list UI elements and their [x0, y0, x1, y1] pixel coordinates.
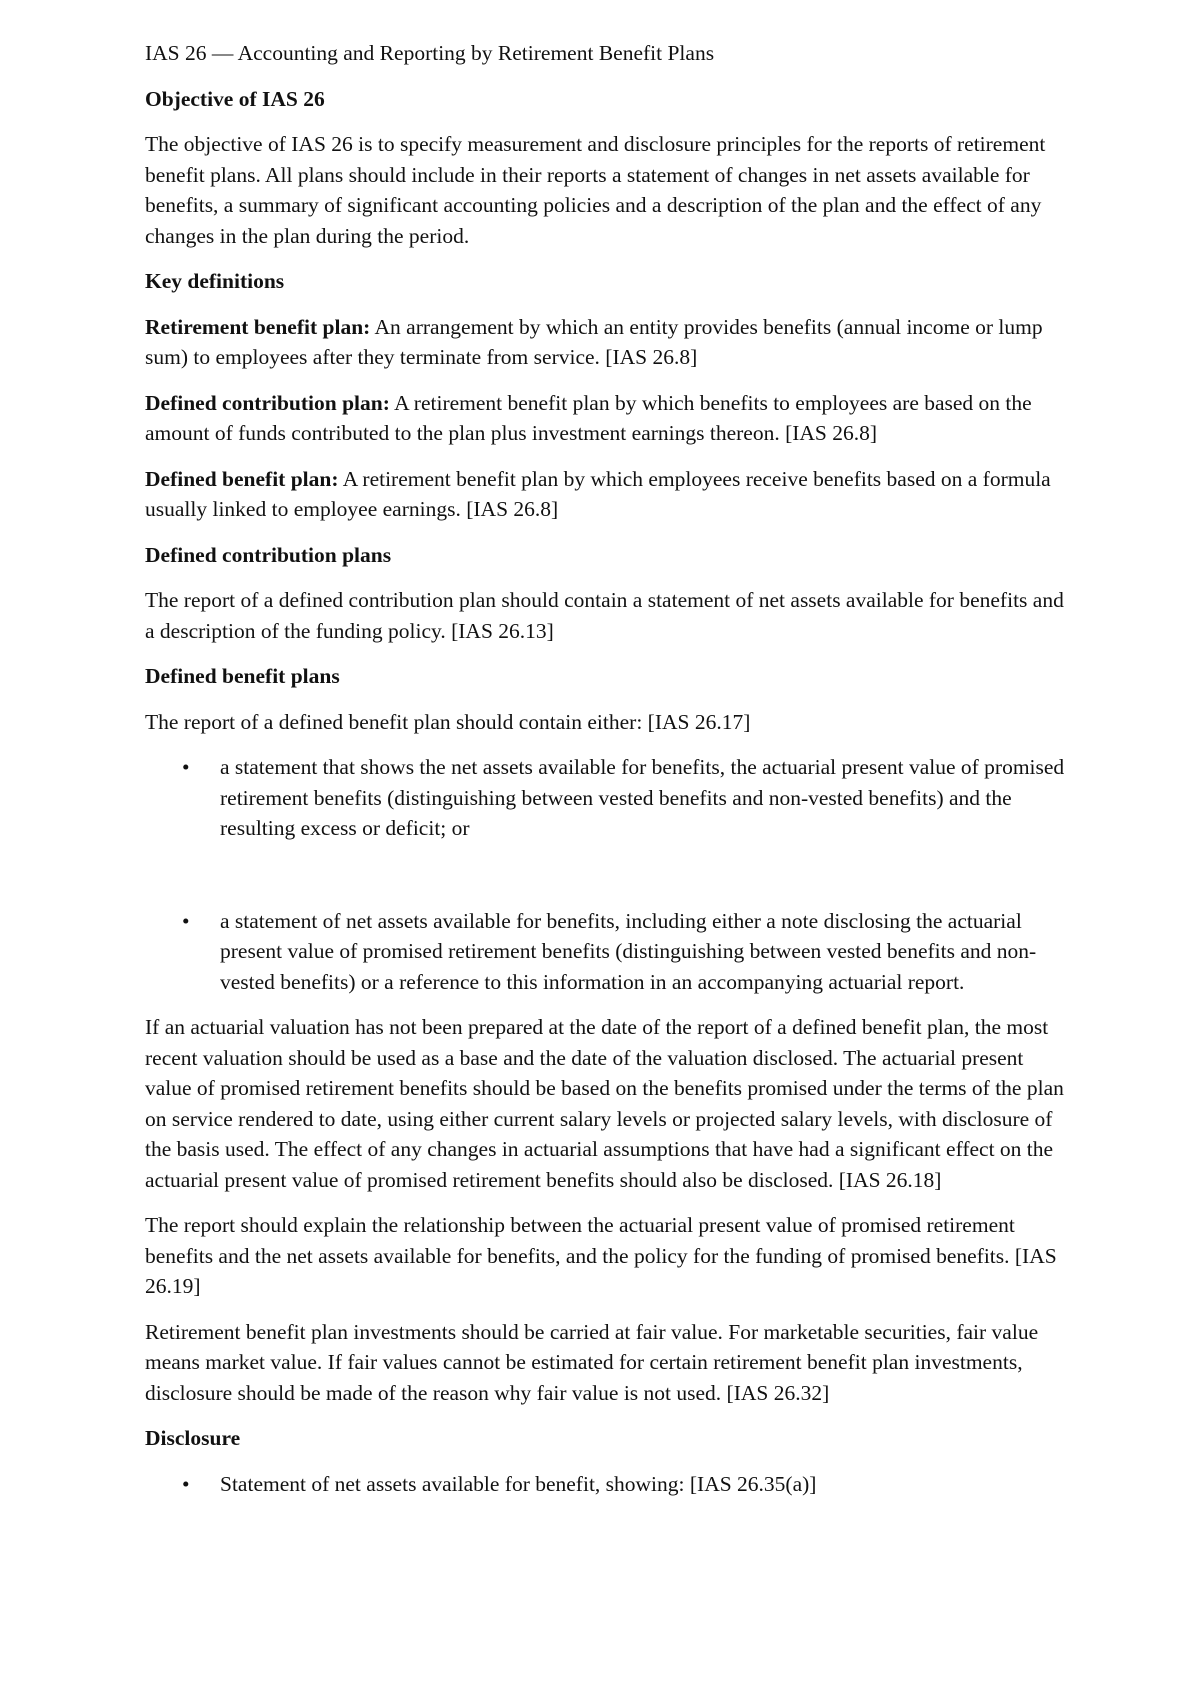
disclosure-bullets — [145, 1469, 1065, 1500]
list-item — [145, 1469, 1065, 1500]
defined-benefit-plans-bullets — [145, 752, 1065, 997]
definition-text: An arrangement by which an entity provides benefits (annual income or lump sum) to employees after they terminate from service. [IAS 26.8] — [145, 314, 1043, 369]
defined-benefit-valuation-paragraph: If an actuarial valuation has not been prepared at the date of the report of a defined benefit plan, the most recent valuation should be used as a base and the date of the valuation disclosed. The actuarial present value of promised retirement benefits should be based on the benefits promised under the terms of the plan on service rendered to date, using either current salary levels or projected salary levels, with disclosure of the basis used. The effect of any changes in actuarial assumptions that have had a significant effect on the actuarial present value of promised retirement benefits should also be disclosed. [IAS 26.18] — [145, 1015, 1064, 1192]
objective-paragraph: The objective of IAS 26 is to specify measurement and disclosure principles for the reports of retirement benefit plans. All plans should include in their reports a statement of changes in net assets available for benefits, a summary of significant accounting policies and a description of the plan and the effect of any changes in the plan during the period. — [145, 132, 1046, 248]
definition-retirement-benefit-plan — [145, 312, 1065, 373]
list-item-text: a statement that shows the net assets available for benefits, the actuarial present value of promised retirement benefits (distinguishing between vested benefits and non-vested benefits) and the resulting excess or deficit; or — [220, 755, 1065, 840]
definition-defined-benefit-plan — [145, 464, 1065, 525]
definition-text: A retirement benefit plan by which benefits to employees are based on the amount of funds contributed to the plan plus investment earnings thereon. [IAS 26.8] — [145, 390, 1032, 445]
bullet-icon: • — [182, 1471, 190, 1496]
definition-defined-contribution-plan — [145, 388, 1065, 449]
objective-heading: Objective of IAS 26 — [145, 86, 325, 111]
definition-term: Defined contribution plan: — [145, 390, 390, 415]
defined-contribution-plans-heading: Defined contribution plans — [145, 542, 392, 567]
list-item — [145, 906, 1065, 998]
defined-benefit-relationship-paragraph: The report should explain the relationship between the actuarial present value of promised retirement benefits and the net assets available for benefits, and the policy for the funding of promised benefits. [IAS 26.19] — [145, 1213, 1057, 1298]
definition-term: Retirement benefit plan: — [145, 314, 371, 339]
document-title: IAS 26 — Accounting and Reporting by Retirement Benefit Plans — [145, 41, 715, 65]
bullet-icon: • — [182, 755, 190, 779]
defined-benefit-plans-intro: The report of a defined benefit plan should contain either: [IAS 26.17] — [145, 709, 751, 734]
defined-contribution-plans-paragraph: The report of a defined contribution plan should contain a statement of net assets available for benefits and a description of the funding policy. [IAS 26.13] — [145, 588, 1064, 643]
document-page — [145, 38, 1065, 1514]
bullet-icon: • — [182, 908, 190, 933]
list-item — [145, 752, 1065, 844]
list-item-text: a statement of net assets available for benefits, including either a note disclosing the actuarial present value of promised retirement benefits (distinguishing between vested benefits and non-vested benefits) or a reference to this information in an accompanying actuarial report. — [220, 908, 1037, 994]
key-definitions-heading: Key definitions — [145, 269, 285, 293]
fair-value-paragraph: Retirement benefit plan investments should be carried at fair value. For marketable securities, fair value means market value. If fair values cannot be estimated for certain retirement benefit plan investments, disclosure should be made of the reason why fair value is not used. [IAS 26.32] — [145, 1319, 1039, 1405]
defined-benefit-plans-heading: Defined benefit plans — [145, 664, 340, 688]
definition-text: A retirement benefit plan by which employees receive benefits based on a formula usually linked to employee earnings. [IAS 26.8] — [145, 466, 1051, 521]
disclosure-heading: Disclosure — [145, 1426, 241, 1450]
definition-term: Defined benefit plan: — [145, 466, 339, 491]
list-item-text: Statement of net assets available for benefit, showing: [IAS 26.35(a)] — [220, 1471, 817, 1496]
